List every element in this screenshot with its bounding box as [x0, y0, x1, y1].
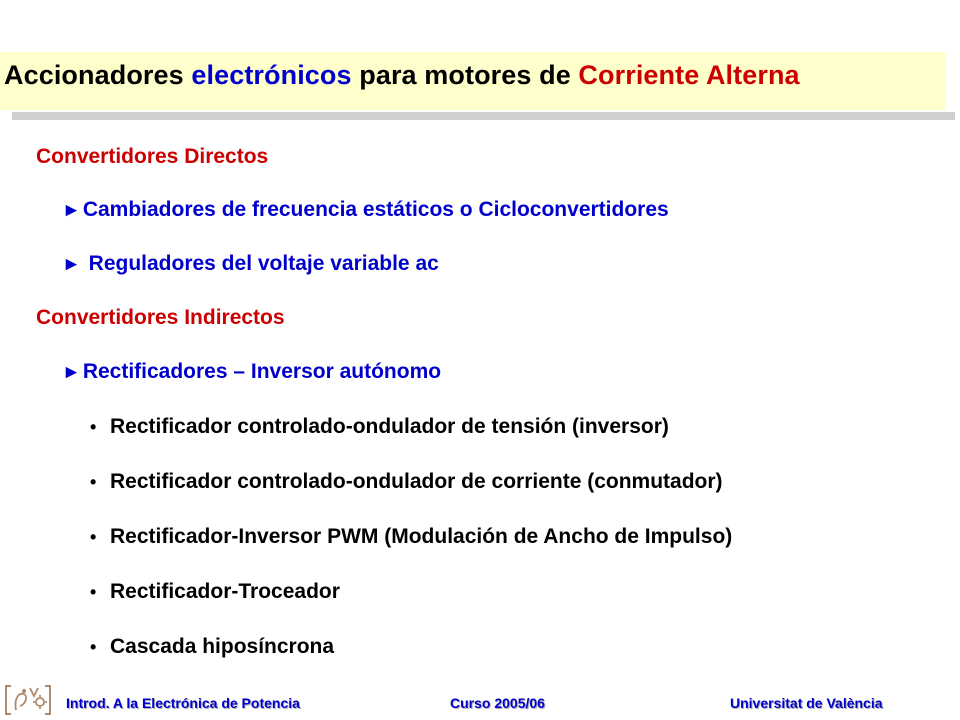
subitem-reguladores — [62, 252, 439, 276]
arrow-icon: ► — [62, 254, 81, 275]
footer-university: Universitat de València — [730, 695, 883, 711]
title-part-2: electrónicos — [191, 60, 352, 90]
bullet-icon: • — [90, 582, 97, 602]
bullet-item — [90, 635, 334, 659]
bullet-label: Rectificador controlado-ondulador de corriente (conmutador) — [110, 470, 723, 493]
bullet-icon: • — [90, 637, 97, 657]
title-part-3: para motores de — [351, 60, 579, 90]
subitem-label: Rectificadores – Inversor autónomo — [82, 360, 442, 383]
title-part-4: Corriente Alterna — [578, 60, 800, 90]
slide-title — [4, 60, 800, 91]
subitem-rectificadores-inversor — [62, 360, 441, 384]
bullet-item — [90, 415, 669, 439]
bullet-icon: • — [90, 472, 97, 492]
footer-course-name: Introd. A la Electrónica de Potencia — [66, 695, 300, 711]
footer — [0, 690, 960, 720]
title-part-1: Accionadores — [4, 60, 192, 90]
bullet-label: Rectificador-Troceador — [110, 580, 340, 603]
arrow-icon: ► — [62, 362, 81, 383]
bullet-item — [90, 525, 732, 549]
bullet-label: Cascada hiposíncrona — [110, 635, 335, 658]
bullet-icon: • — [90, 417, 97, 437]
footer-course-year: Curso 2005/06 — [450, 695, 545, 711]
subitem-label: Cambiadores de frecuencia estáticos o Cicloconvertidores — [82, 198, 669, 221]
bullet-icon: • — [90, 527, 97, 547]
bullet-label: Rectificador-Inversor PWM (Modulación de Ancho de Impulso) — [110, 525, 733, 548]
subitem-label: Reguladores del voltaje variable ac — [82, 252, 439, 275]
bullet-label: Rectificador controlado-ondulador de tensión (inversor) — [110, 415, 669, 438]
arrow-icon: ► — [62, 200, 81, 221]
bullet-item — [90, 580, 340, 604]
subitem-cicloconvertidores — [62, 198, 669, 222]
bullet-item — [90, 470, 723, 494]
heading-convertidores-indirectos: Convertidores Indirectos — [36, 306, 285, 329]
title-bar-shadow — [12, 112, 955, 120]
heading-convertidores-directos: Convertidores Directos — [36, 145, 269, 168]
